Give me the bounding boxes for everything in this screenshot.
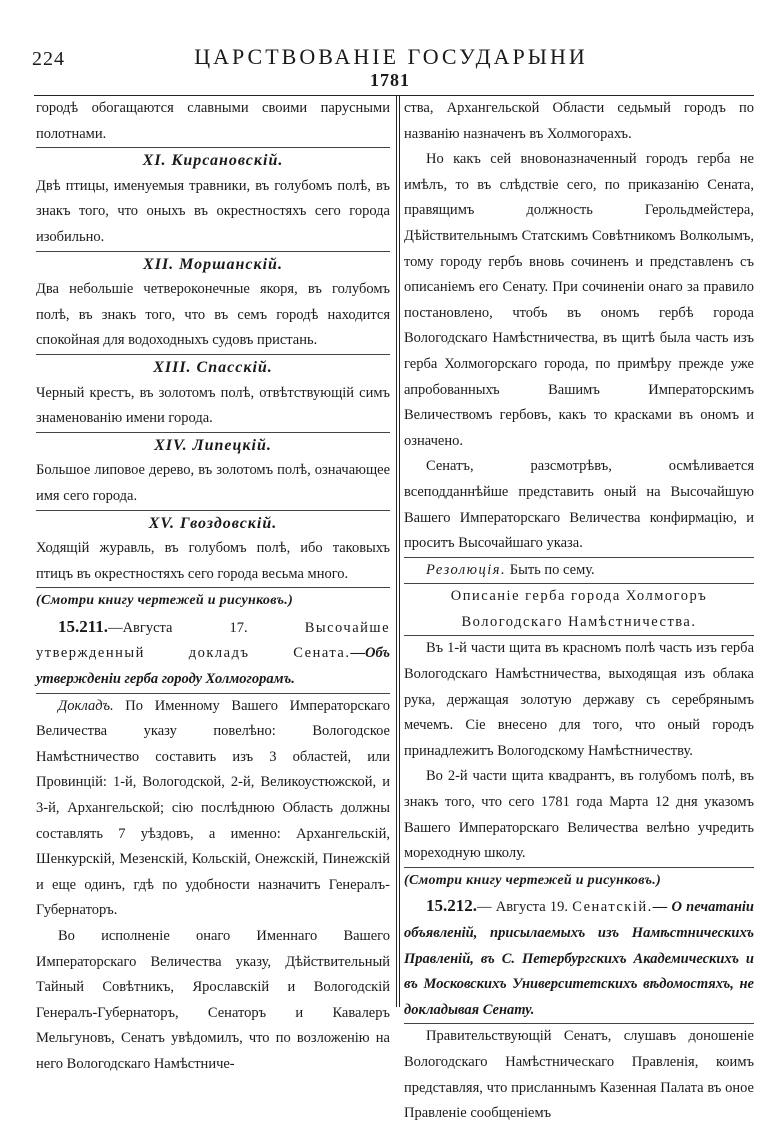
- paragraph: [404, 96, 754, 147]
- entry-number: 15.211.: [58, 616, 109, 636]
- paragraph: [404, 1024, 754, 1126]
- entry-title: —Объ утвержденіи герба городу Холмогорамъ.: [36, 645, 390, 688]
- year-heading: 1781: [370, 70, 410, 90]
- paragraph: [36, 277, 390, 354]
- paragraph: [404, 636, 754, 764]
- section-heading: XIII. Спасскій.: [153, 358, 273, 376]
- paragraph: [404, 454, 754, 556]
- entry-document: Сенатскій.: [572, 899, 653, 916]
- paragraph: [36, 536, 390, 587]
- resolution-label: Резолюція.: [426, 561, 507, 578]
- column-divider-second: [399, 96, 400, 1007]
- paragraph-text: Правительствующій Сенатъ, слушавъ доношеніе Вологодскаго Намѣстническаго Правленія, коимъ представляя, что присланнымъ Казенная Палата въ оное Правленіе сообщеніемъ: [404, 1028, 754, 1122]
- paragraph: [404, 147, 754, 454]
- resolution-text: Быть по сему.: [509, 561, 595, 578]
- paragraph-lead: Докладъ.: [58, 697, 114, 714]
- paragraph-text: Большое липовое дерево, въ золотомъ полѣ, означающее имя сего города.: [36, 462, 390, 504]
- paragraph: [36, 924, 390, 1078]
- paragraph-text: Во 2-й части щита квадрантъ, въ голубомъ полѣ, въ знакъ того, что сего 1781 года Марта 12 дня указомъ Вашего Императорскаго Величества велѣно учредить мореходную школу.: [404, 768, 754, 862]
- column-divider: [396, 96, 397, 1007]
- section-heading: XIV. Липецкій.: [154, 436, 272, 454]
- paragraph-text: Во исполненіе онаго Именнаго Вашего Императорскаго Величества указу, Дѣйствительный Тайный Совѣтникъ, Ярославскій и Вологодскій Генералъ-Губернаторъ, Сенаторъ и Кавалеръ Мельгуновъ, Сенатъ увѣдомилъ, что по возложенію на него Вологодскаго Намѣстниче-: [36, 928, 390, 1072]
- cross-reference: (Смотри книгу чертежей и рисунковъ.): [36, 593, 294, 609]
- law-entry: [36, 614, 390, 693]
- paragraph-text: Сенатъ, разсмотрѣвъ, осмѣливается всеподданнѣйше представить оный на Высочайшую Вашего Императорскаго Величества конфирмацію, и проситъ Высочайшаго указа.: [404, 458, 754, 552]
- paragraph-text: городѣ обогащаются славными своими парусными полотнами.: [36, 100, 390, 142]
- paragraph-text: Ходящій журавль, въ голубомъ полѣ, ибо таковыхъ птицъ въ окрестностяхъ сего города весьма много.: [36, 540, 390, 582]
- resolution: [404, 558, 754, 584]
- paragraph: [404, 764, 754, 866]
- paragraph-text: Два небольшіе четвероконечные якоря, въ голубомъ полѣ, въ знакъ того, что въ семъ городѣ находится спокойная для водоходныхъ судовъ пристань.: [36, 281, 390, 349]
- entry-date: —Августа 17.: [108, 619, 248, 636]
- paragraph-text: ства, Архангельской Области седьмый городъ по названію назначенъ въ Холмогорахъ.: [404, 100, 754, 142]
- entry-number: 15.212.: [426, 896, 477, 916]
- section-heading: XII. Моршанскій.: [143, 255, 283, 273]
- right-column: [404, 96, 754, 1122]
- paragraph-text: Черный крестъ, въ золотомъ полѣ, отвѣтствующій симъ знаменованію имени города.: [36, 384, 390, 427]
- paragraph: [36, 694, 390, 924]
- paragraph-text: Двѣ птицы, именуемыя травники, въ голубомъ полѣ, въ знакъ того, что оныхъ въ окрестностяхъ сего города изобильно.: [36, 177, 390, 245]
- section-heading: XI. Кирсановскій.: [142, 152, 284, 170]
- paragraph-text: По Именному Вашего Императорскаго Величества указу повелѣно: Вологодское Намѣстничество составить изъ 3 областей, или Провинцій: 1-й, Вологодской, 2-й, Великоустюжской, и 3-й, Архангельской; сію послѣднюю Область должны составлять 7 уѣздовъ, а именно: Архангельскій, Шенкурскій, Мезенскій, Кольскій, Онежскій, Пинежскій и еще одинъ, гдѣ по удобности назначитъ Генералъ-Губернаторъ.: [36, 697, 390, 919]
- left-column: [36, 96, 391, 1072]
- paragraph-text: Но какъ сей вновоназначенный городъ герба не имѣлъ, то въ слѣдствіе сего, по приказанію Сената, правящимъ должность Герольдмейстера, Дѣйствительнымъ Статскимъ Совѣтникомъ Волколымъ, тому городу гербъ вновь сочиненъ и представленъ съ описаніемъ его Сенату. При сочиненіи онаго за правило постановлено, чтобъ въ ономъ гербѣ города Вологодскаго Намѣстничества, въ щитѣ была часть изъ герба Холмогорскаго города, по примѣру прежде уже апробованныхъ Вашимъ Императорскимъ Величествомъ гербовъ, какъ то красками въ ономъ и означено.: [404, 151, 754, 449]
- entry-date: — Августа 19.: [477, 899, 568, 916]
- paragraph-text: Въ 1-й части щита въ красномъ полѣ часть изъ герба Вологодскаго Намѣстничества, выходящая изъ облака рука, держащая золотую державу съ серебрянымъ мечемъ. Сіе внесено для того, что оный городъ принадлежитъ Вологодскому Намѣстничеству.: [404, 640, 754, 759]
- paragraph: [36, 174, 390, 251]
- entry-title: — О печатаніи объявленій, присылаемыхъ изъ Намѣстническихъ Правленій, въ С. Петербургскихъ Академическихъ и въ Московскихъ Университетскихъ вѣдомостяхъ, не докладывая Сенату.: [404, 899, 754, 1018]
- section-heading: XV. Гвоздовскій.: [148, 514, 278, 532]
- paragraph: [36, 381, 390, 432]
- description-heading: Описаніе герба города Холмогоръ Вологодскаго Намѣстничества.: [450, 588, 708, 630]
- running-title: ЦАРСТВОВАНІЕ ГОСУДАРЫНИ: [194, 44, 588, 69]
- paragraph: [36, 458, 390, 509]
- page-number: 224: [32, 48, 65, 70]
- paragraph: [36, 96, 390, 147]
- page-header: [28, 40, 754, 70]
- entry-document: Высочайше утвержденный докладъ Сената.: [36, 619, 391, 662]
- law-entry: [404, 893, 754, 1023]
- cross-reference: (Смотри книгу чертежей и рисунковъ.): [404, 872, 662, 888]
